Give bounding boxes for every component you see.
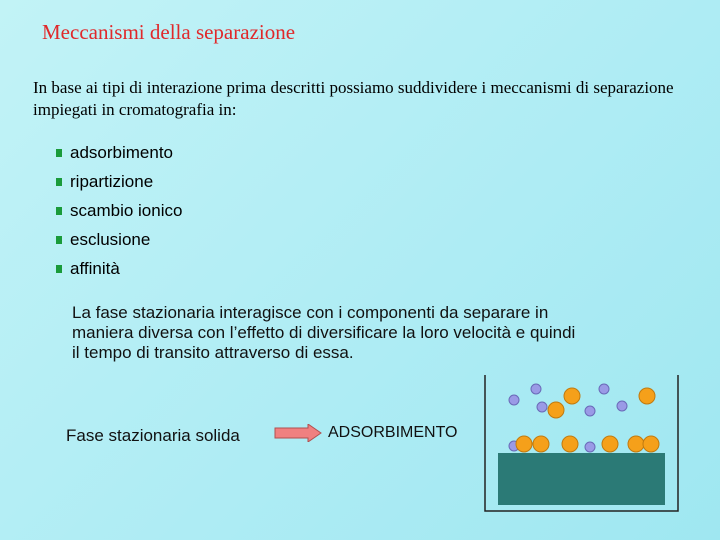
list-item-label: affinità [70,258,120,278]
adsorption-label: ADSORBIMENTO [328,424,458,441]
list-item-label: adsorbimento [70,142,174,162]
square-bullet-icon [56,149,62,157]
list-item [56,167,182,196]
solid-phase-block [498,453,665,505]
right-arrow-icon [274,424,322,442]
list-item [56,225,182,254]
square-bullet-icon [56,265,62,273]
list-item-label: scambio ionico [70,200,183,220]
stationary-phase-note [72,303,652,363]
note-line: La fase stazionaria interagisce con i componenti da separare in [72,303,549,322]
slide-title: Meccanismi della separazione [42,20,296,44]
note-line: il tempo di transito attraverso di essa. [72,343,354,362]
intro-paragraph: In base ai tipi di interazione prima descritti possiamo suddividere i meccanismi di separazione impiegati in cromatografia in: [33,78,674,119]
mechanism-list [56,138,182,283]
note-line: maniera diversa con l’effetto di diversificare la loro velocità e quindi [72,323,576,342]
list-item [56,254,182,283]
square-bullet-icon [56,178,62,186]
list-item [56,138,182,167]
square-bullet-icon [56,207,62,215]
list-item-label: esclusione [70,229,151,249]
list-item-label: ripartizione [70,171,154,191]
particles [509,384,659,452]
solid-stationary-phase-label: Fase stazionaria solida [66,426,240,445]
square-bullet-icon [56,236,62,244]
list-item [56,196,182,225]
adsorption-diagram [480,375,680,515]
